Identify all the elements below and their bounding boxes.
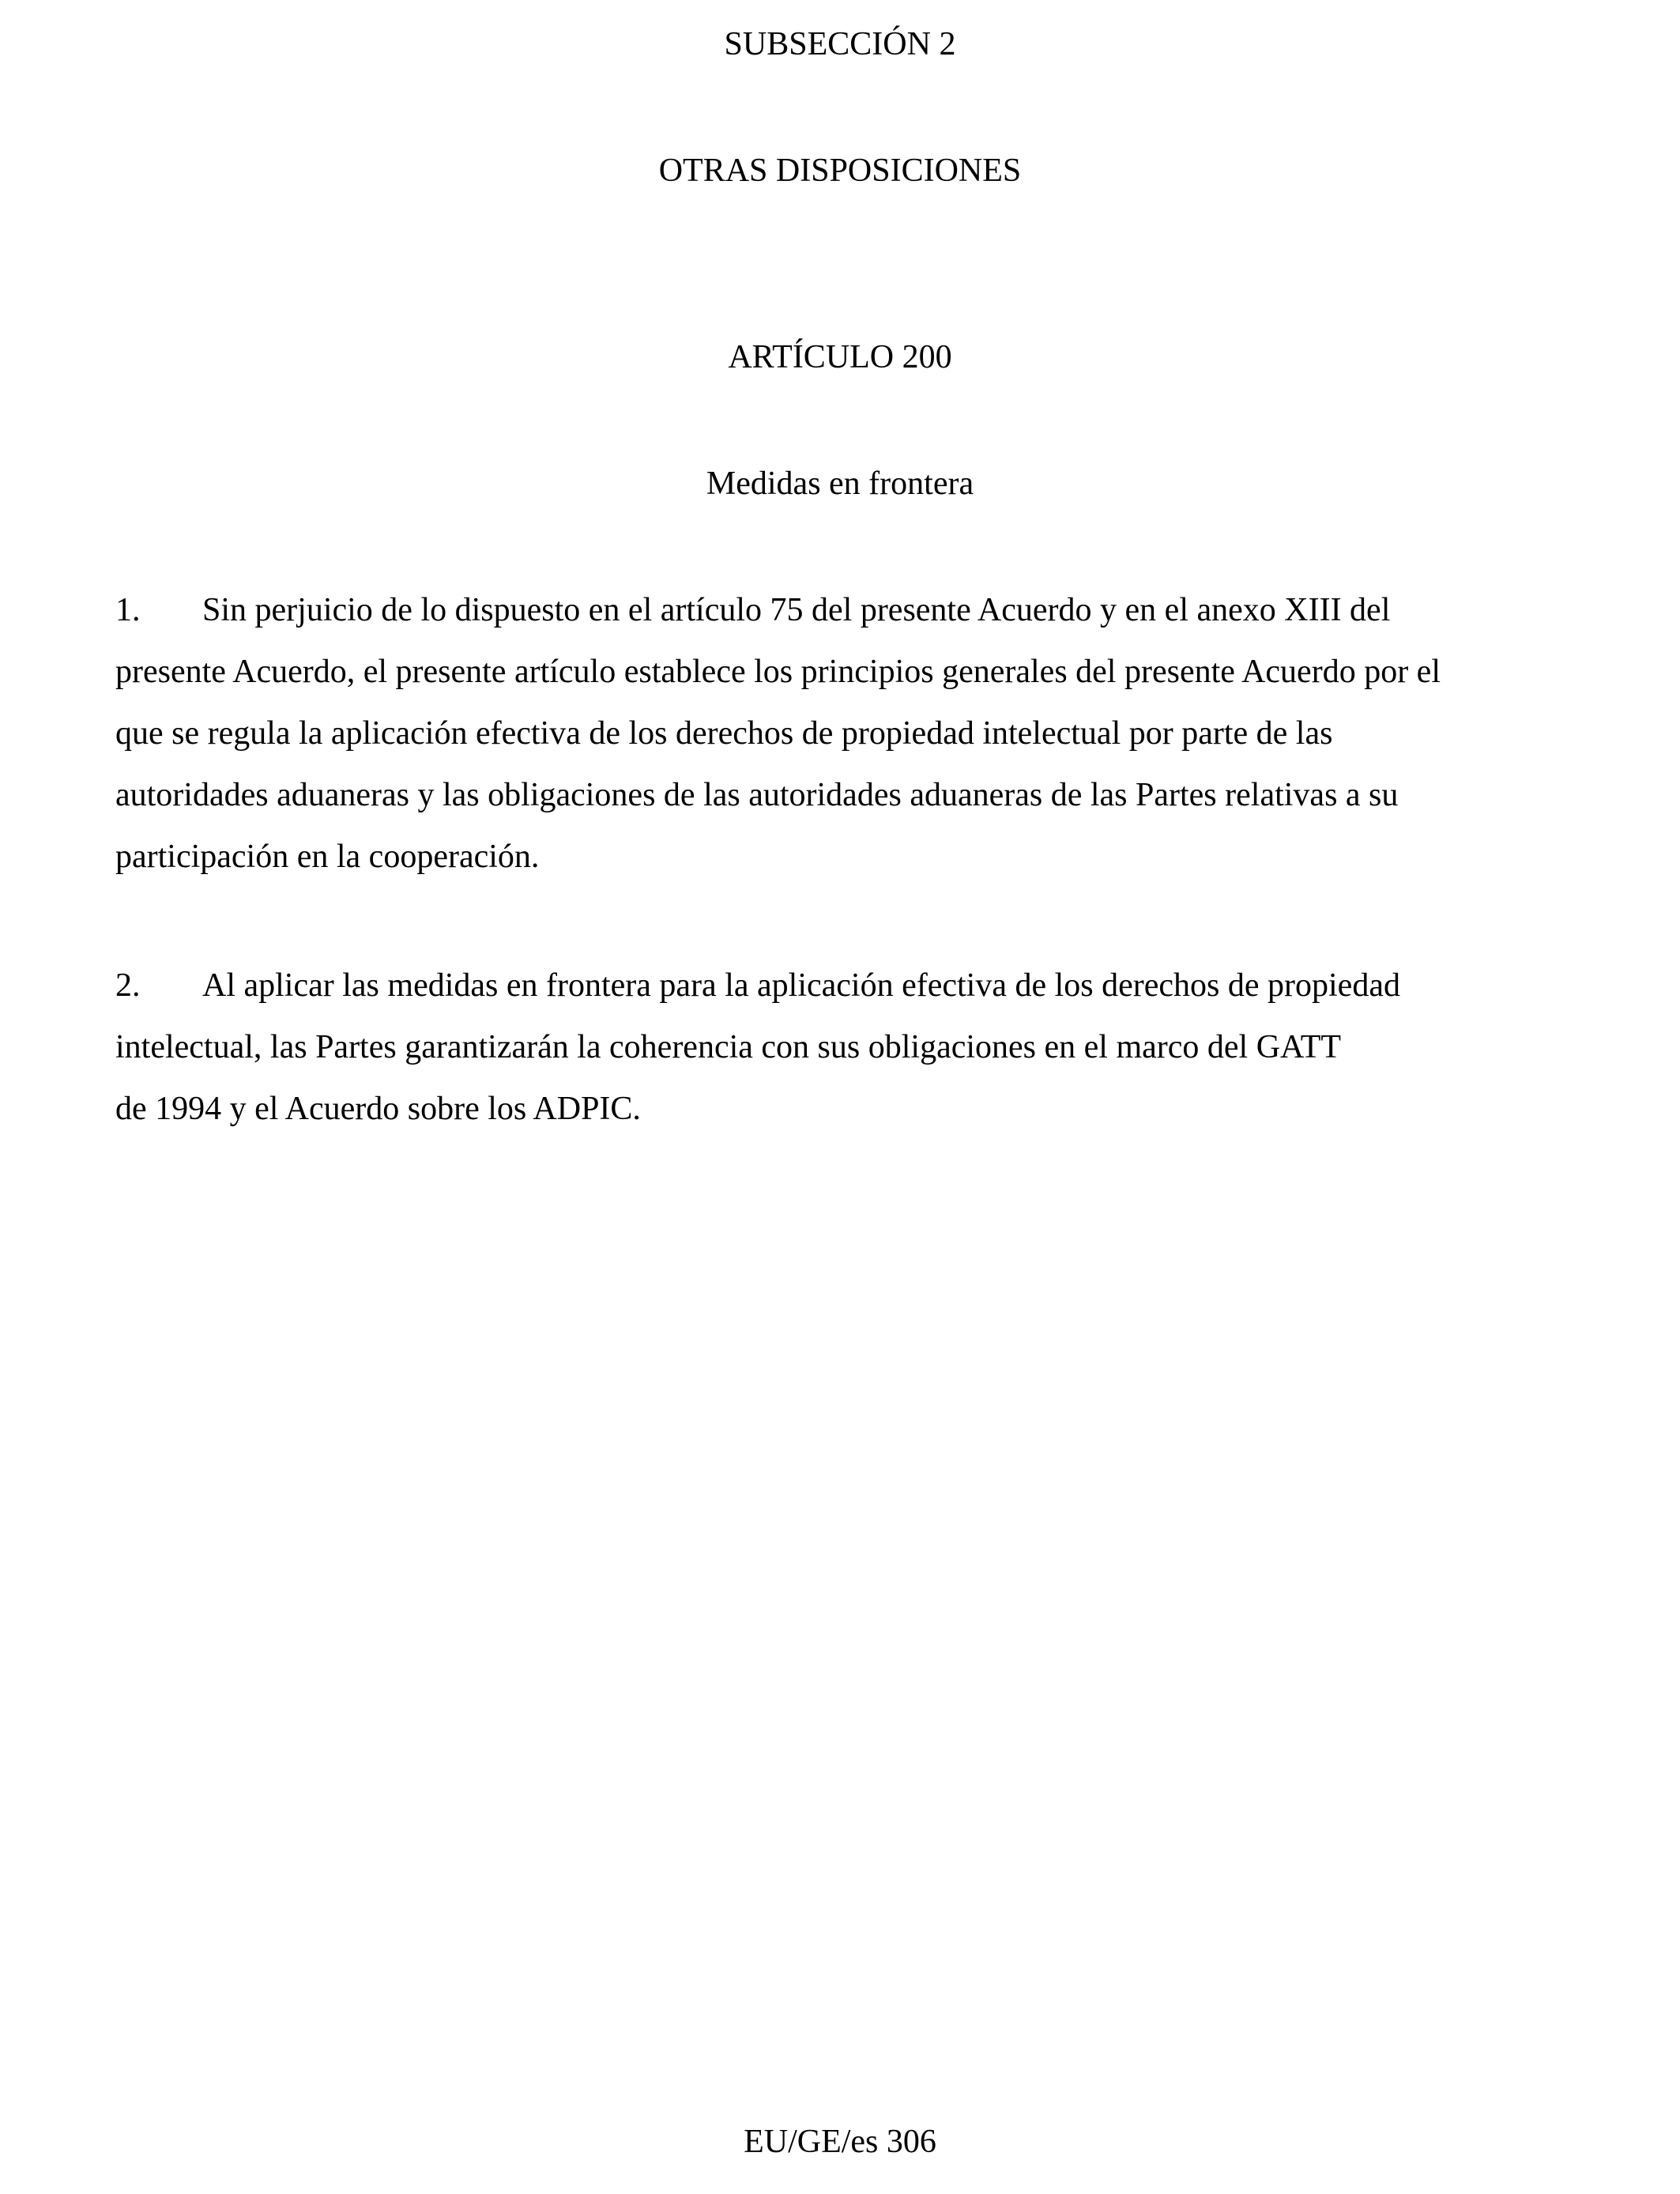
section-title: OTRAS DISPOSICIONES	[658, 153, 1022, 189]
page-footer: EU/GE/es 306	[744, 2124, 936, 2160]
paragraph-number: 1.	[115, 592, 141, 628]
article-title: Medidas en frontera	[706, 466, 974, 502]
paragraph-line: presente Acuerdo, el presente artículo establece los principios generales del presente Acuerdo por el	[115, 654, 1441, 690]
paragraph-line: que se regula la aplicación efectiva de los derechos de propiedad intelectual por parte de las	[115, 715, 1333, 752]
paragraph-1	[115, 579, 1601, 888]
paragraph-number: 2.	[115, 967, 141, 1004]
paragraph-line: de 1994 y el Acuerdo sobre los ADPIC.	[115, 1091, 641, 1127]
paragraph-line: intelectual, las Partes garantizarán la coherencia con sus obligaciones en el marco del GATT	[115, 1029, 1342, 1065]
paragraph-text: Sin perjuicio de lo dispuesto en el artículo 75 del presente Acuerdo y en el anexo XIII del	[202, 592, 1391, 628]
paragraph-line: autoridades aduaneras y las obligaciones de las autoridades aduaneras de las Partes relativas a su	[115, 777, 1399, 813]
paragraph-2	[115, 955, 1601, 1140]
subsection-heading: SUBSECCIÓN 2	[724, 26, 956, 62]
article-number: ARTÍCULO 200	[728, 339, 952, 375]
paragraph-line: participación en la cooperación.	[115, 839, 540, 875]
paragraph-text: Al aplicar las medidas en frontera para la aplicación efectiva de los derechos de propiedad	[202, 967, 1400, 1004]
paragraph-line	[115, 579, 1601, 641]
paragraph-line	[115, 955, 1601, 1016]
